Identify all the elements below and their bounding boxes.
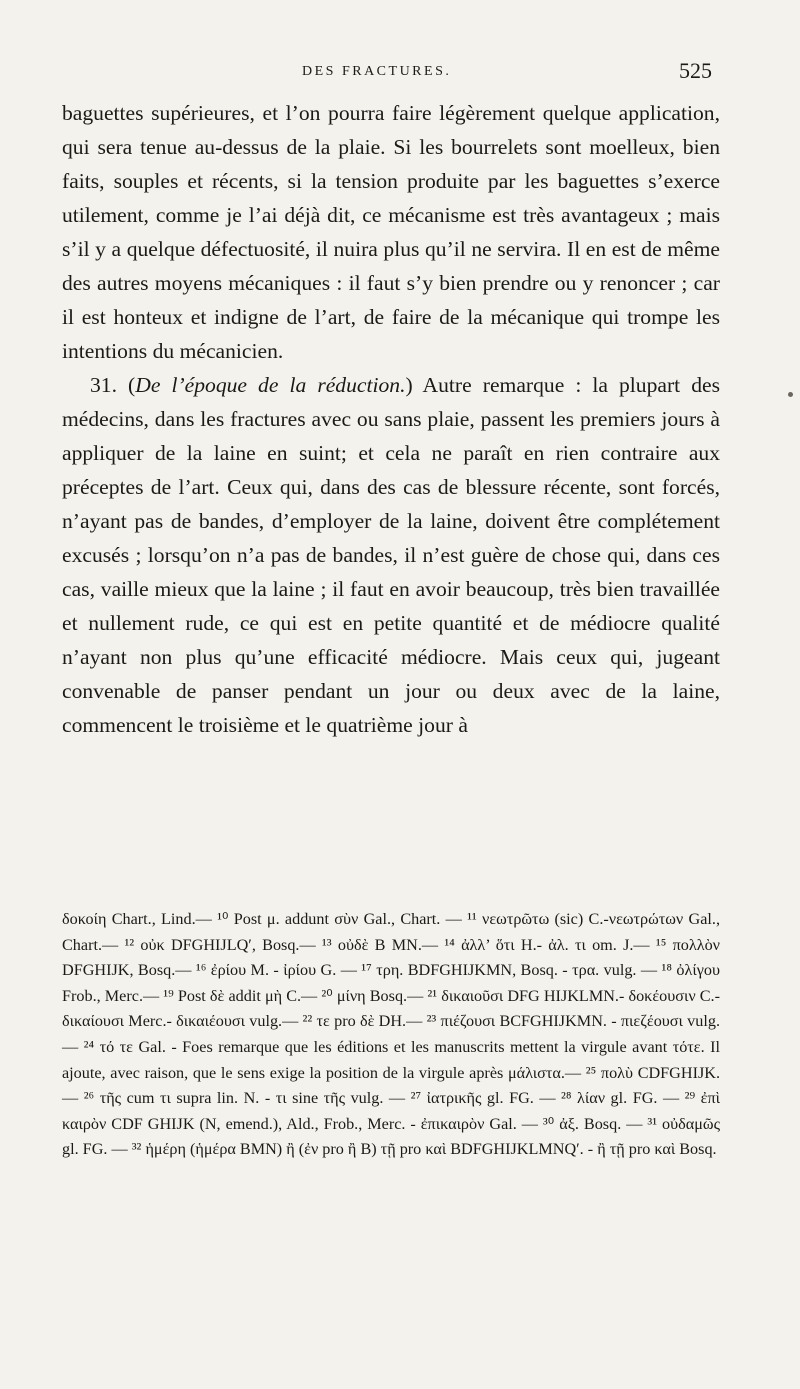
page-header <box>62 58 712 88</box>
paper-speck <box>788 392 793 397</box>
running-title: DES FRACTURES. <box>302 64 452 79</box>
page-number: 525 <box>679 58 712 83</box>
footnotes: δοκοίη Chart., Lind.— ¹⁰ Post μ. addunt σὺν Gal., Chart. — ¹¹ νεωτρῶτω (sic) C.-νεωτρώτων Gal., Chart.— ¹² οὐκ DFGHIJLQ′, Bosq.— ¹³ οὐδὲ B MN.— ¹⁴ ἀλλ’ ὅτι H.- ἀλ. τι om. J.— ¹⁵ πολλὸν DFGHIJK, Bosq.— ¹⁶ ἐρίου M. - ἰρίου G. — ¹⁷ τρη. BDFGHIJKMN, Bosq. - τρα. vulg. — ¹⁸ ὀλίγου Frob., Merc.— ¹⁹ Post δὲ addit μὴ C.— ²⁰ μίνη Bosq.— ²¹ δικαιοῦσι DFG HIJKLMN.- δοκέουσιν C.- δικαίουσι Merc.- δικαιέουσι vulg.— ²² τε pro δὲ DH.— ²³ πιέζουσι BCFGHIJKMN. - πιεζέουσι vulg.— ²⁴ τό τε Gal. - Foes remarque que les éditions et les manuscrits mettent la virgule avant τότε. Il ajoute, avec raison, que le sens exige la position de la virgule après μάλιστα.— ²⁵ πολὺ CDFGHIJK.— ²⁶ τῆς cum τι supra lin. N. - τι sine τῆς vulg. — ²⁷ ἰατρικῆς gl. FG. — ²⁸ λίαν gl. FG. — ²⁹ ἐπὶ καιρὸν CDF GHIJK (N, emend.), Ald., Frob., Merc. - ἐπικαιρὸν Gal. — ³⁰ ἀξ. Bosq. — ³¹ οὐδαμῶς gl. FG. — ³² ἡμέρη (ἡμέρα BMN) ἢ (ἐν pro ἢ B) τῇ pro καὶ BDFGHIJKLMNQ′. - ἢ τῇ pro καὶ Bosq. <box>62 910 720 1159</box>
main-text <box>62 96 720 742</box>
section-heading-close: ) <box>405 373 413 397</box>
section-number: 31. ( <box>90 373 136 397</box>
section-heading: De l’époque de la réduction. <box>135 373 406 397</box>
paragraph-continuation: baguettes supérieures, et l’on pourra faire légèrement quelque application, qui sera tenue au-dessus de la plaie. Si les bourrelets sont moelleux, bien faits, souples et récents, si la tension produite par les baguettes s’exerce utilement, comme je l’ai déjà dit, ce mécanisme est très avantageux ; mais s’il y a quelque défectuosité, il nuira plus qu’il ne servira. Il en est de même des autres moyens mécaniques : il faut s’y bien prendre ou y renoncer ; car il est honteux et indigne de l’art, de faire de la mécanique qui trompe les intentions du mécanicien. <box>62 101 720 363</box>
paragraph-31-text: Autre remarque : la plupart des médecins, dans les fractures avec ou sans plaie, passent les premiers jours à appliquer de la laine en suint; et cela ne paraît en rien contraire aux préceptes de l’art. Ceux qui, dans des cas de blessure récente, sont forcés, n’ayant pas de bandes, d’employer de la laine, doivent être complétement excusés ; lorsqu’on n’a pas de bandes, il n’est guère de chose qui, dans ces cas, vaille mieux que la laine ; il faut en avoir beaucoup, très bien travaillée et nullement rude, ce qui est en petite quantité et de médiocre qualité n’ayant non plus qu’une efficacité médiocre. Mais ceux qui, jugeant convenable de panser pendant un jour ou deux avec de la laine, commencent le troisième et le quatrième jour à <box>62 373 720 737</box>
paragraph-31 <box>62 368 720 742</box>
